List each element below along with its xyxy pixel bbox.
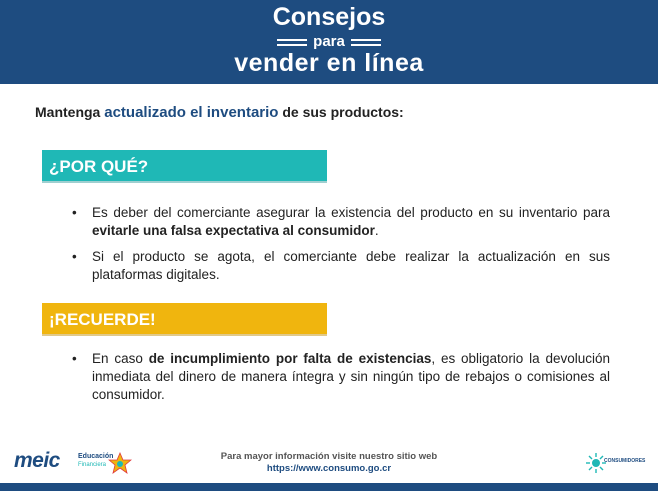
sunburst-icon — [586, 452, 606, 474]
decorative-bars-left — [277, 39, 307, 46]
footer-info — [0, 451, 658, 475]
intro-sentence — [35, 104, 404, 121]
decorative-bars-right — [351, 39, 381, 46]
list-item: • En caso de incumplimiento por falta de existencias, es obligatorio la devolución inmediata del dinero de manera íntegra y sin ningún tipo de rebajos o comisiones al consumidor. — [72, 351, 611, 402]
list-item: • Si el producto se agota, el comerciante debe realizar la actualización en sus plataformas digitales. — [72, 249, 610, 282]
list-item: • Es deber del comerciante asegurar la existencia del producto en su inventario para evitarle una falsa expectativa al consumidor. — [72, 205, 610, 238]
consumo-logo — [586, 452, 644, 476]
consumo-logo-text: CONSUMIDORES — [604, 458, 646, 464]
footer-info-text: Para mayor información visite nuestro sitio web — [220, 451, 438, 462]
bottom-bar — [0, 483, 658, 491]
title-line-2: para — [313, 33, 345, 50]
remember-heading-banner: ¡RECUERDE! — [42, 303, 327, 336]
edu-logo-line2: Financiera — [78, 462, 107, 468]
bullet-icon: • — [72, 205, 77, 220]
intro-prefix: Mantenga — [35, 104, 105, 120]
bullet-icon: • — [72, 351, 77, 366]
footer-url-link[interactable]: https://www.consumo.go.cr — [266, 463, 392, 474]
header-banner — [0, 0, 658, 84]
why-heading-banner: ¿POR QUÉ? — [42, 150, 327, 183]
why-bullet-list — [72, 204, 610, 292]
title-line-3: vender en línea — [234, 49, 424, 77]
remember-bullet-list — [72, 350, 610, 412]
meic-logo-text: meic — [14, 449, 60, 472]
intro-highlight: actualizado el inventario — [104, 104, 279, 121]
intro-suffix: de sus productos: — [278, 104, 404, 120]
title-line-1: Consejos — [272, 3, 386, 31]
edu-logo-line1: Educación — [78, 453, 114, 460]
bullet-icon: • — [72, 249, 77, 264]
